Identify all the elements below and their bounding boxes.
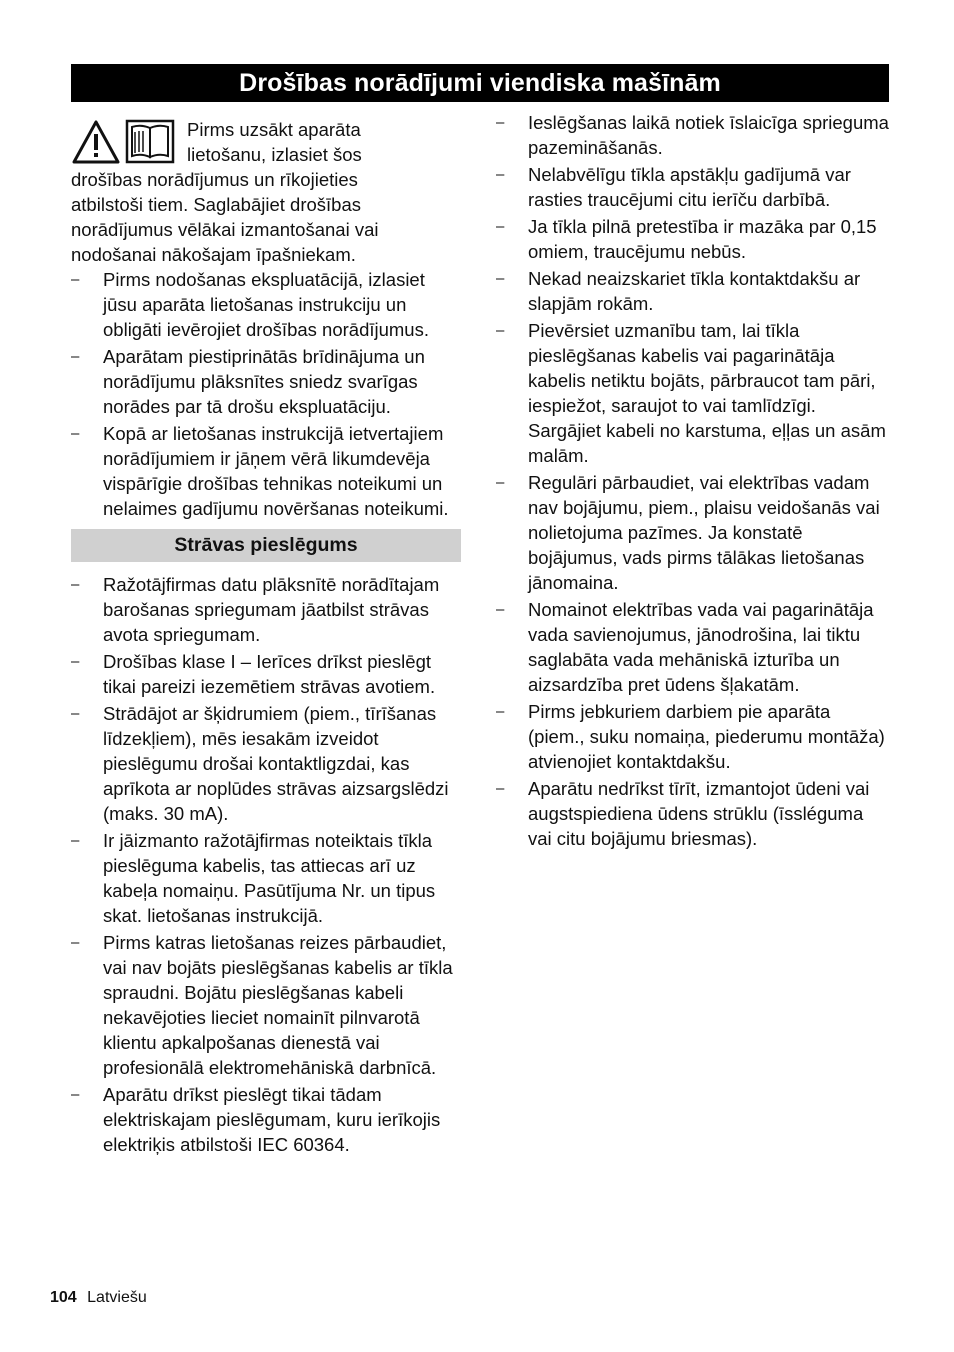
- safety-icons: [71, 119, 177, 165]
- section-heading: Strāvas pieslēgums: [71, 529, 461, 562]
- manual-book-icon: [125, 119, 175, 165]
- list-item: – Nelabvēlīgu tīkla apstākļu gadījumā var rasties traucējumi citu ierīču darbībā.: [496, 162, 889, 212]
- list-item: – Pirms nodošanas ekspluatācijā, izlasiet jūsu aparāta lietošanas instrukciju un obligāti ievērojiet drošības norādījumus.: [71, 267, 461, 342]
- general-safety-list: [71, 267, 461, 521]
- list-item: – Ieslēgšanas laikā notiek īslaicīga sprieguma pazemināšanās.: [496, 110, 889, 160]
- list-item: – Pirms jebkuriem darbiem pie aparāta (piem., suku nomaiņa, piederumu montāža) atvienojiet kontaktdakšu.: [496, 699, 889, 774]
- warning-triangle-icon: [71, 119, 121, 165]
- list-item: – Regulāri pārbaudiet, vai elektrības vadam nav bojājumu, piem., plaisu veidošanās vai nolietojuma pazīmes. Ja konstatē bojājumus, vads pirms tālākas lietošanas jānomaina.: [496, 470, 889, 595]
- list-item: – Aparātu drīkst pieslēgt tikai tādam elektriskajam pieslēgumam, kuru ierīkojis elektriķis atbilstoši IEC 60364.: [71, 1082, 461, 1157]
- list-item: – Ja tīkla pilnā pretestība ir mazāka par 0,15 omiem, traucējumu nebūs.: [496, 214, 889, 264]
- page-footer: [50, 1289, 147, 1307]
- page-number: 104: [50, 1289, 77, 1306]
- list-item: – Nomainot elektrības vada vai pagarinātāja vada savienojumus, jānodrošina, lai tiktu saglabāta vada mehāniskā izturība un aizsardzība pret ūdens šļakatām.: [496, 597, 889, 697]
- left-column: [71, 117, 461, 1159]
- electrical-safety-list: [496, 110, 889, 851]
- list-item: – Aparātu nedrīkst tīrīt, izmantojot ūdeni vai augstspiediena ūdens strūklu (īssléguma vai citu bojājumu briesmas).: [496, 776, 889, 851]
- list-item: – Kopā ar lietošanas instrukcijā ietvertajiem norādījumiem ir jāņem vērā likumdevēja vispārīgie drošības tehnikas noteikumi un nelaimes gadījumu novēršanas noteikumi.: [71, 421, 461, 521]
- list-item: – Pirms katras lietošanas reizes pārbaudiet, vai nav bojāts pieslēgšanas kabelis ar tīkla spraudni. Bojātu pieslēgšanas kabeli nekavējoties lieciet nomainīt pilnvarotā klientu apkalpošanas dienestā vai profesionālā elektromehāniskā darbnīcā.: [71, 930, 461, 1080]
- right-column: [496, 110, 889, 853]
- list-item: – Ir jāizmanto ražotājfirmas noteiktais tīkla pieslēguma kabelis, tas attiecas arī uz kabeļa nomaiņu. Pasūtījuma Nr. un tipus skat. lietošanas instrukcijā.: [71, 828, 461, 928]
- list-item: – Aparātam piestiprinātās brīdinājuma un norādījumu plāksnītes sniedz svarīgas norādes par tā drošu ekspluatāciju.: [71, 344, 461, 419]
- power-connection-list: [71, 572, 461, 1157]
- list-item: – Ražotājfirmas datu plāksnītē norādītajam barošanas spriegumam jāatbilst strāvas avota spriegumam.: [71, 572, 461, 647]
- intro-block: [71, 117, 461, 267]
- footer-language: Latviešu: [87, 1289, 147, 1306]
- intro-text: Pirms uzsākt aparāta lietošanu, izlasiet šos drošības norādījumus un rīkojieties atbilstoši tiem. Saglabājiet drošības norādījumus vēlākai izmantošanai vai nodošanai nākošajam īpašniekam.: [71, 119, 379, 265]
- page-title: Drošības norādījumi viendiska mašīnām: [71, 64, 889, 102]
- list-item: – Pievērsiet uzmanību tam, lai tīkla pieslēgšanas kabelis vai pagarinātāja kabelis netiktu bojāts, pārbraucot tam pāri, iespiežot, saraujot to vai tamlīdzīgi. Sargājiet kabeli no karstuma, eļļas un asām malām.: [496, 318, 889, 468]
- list-item: – Drošības klase I – Ierīces drīkst pieslēgt tikai pareizi iezemētiem strāvas avotiem.: [71, 649, 461, 699]
- list-item: – Nekad neaizskariet tīkla kontaktdakšu ar slapjām rokām.: [496, 266, 889, 316]
- list-item: – Strādājot ar šķidrumiem (piem., tīrīšanas līdzekļiem), mēs iesakām izveidot pieslēgumu drošai kontaktligzdai, kas aprīkota ar noplūdes strāvas aizsargslēdzi (maks. 30 mA).: [71, 701, 461, 826]
